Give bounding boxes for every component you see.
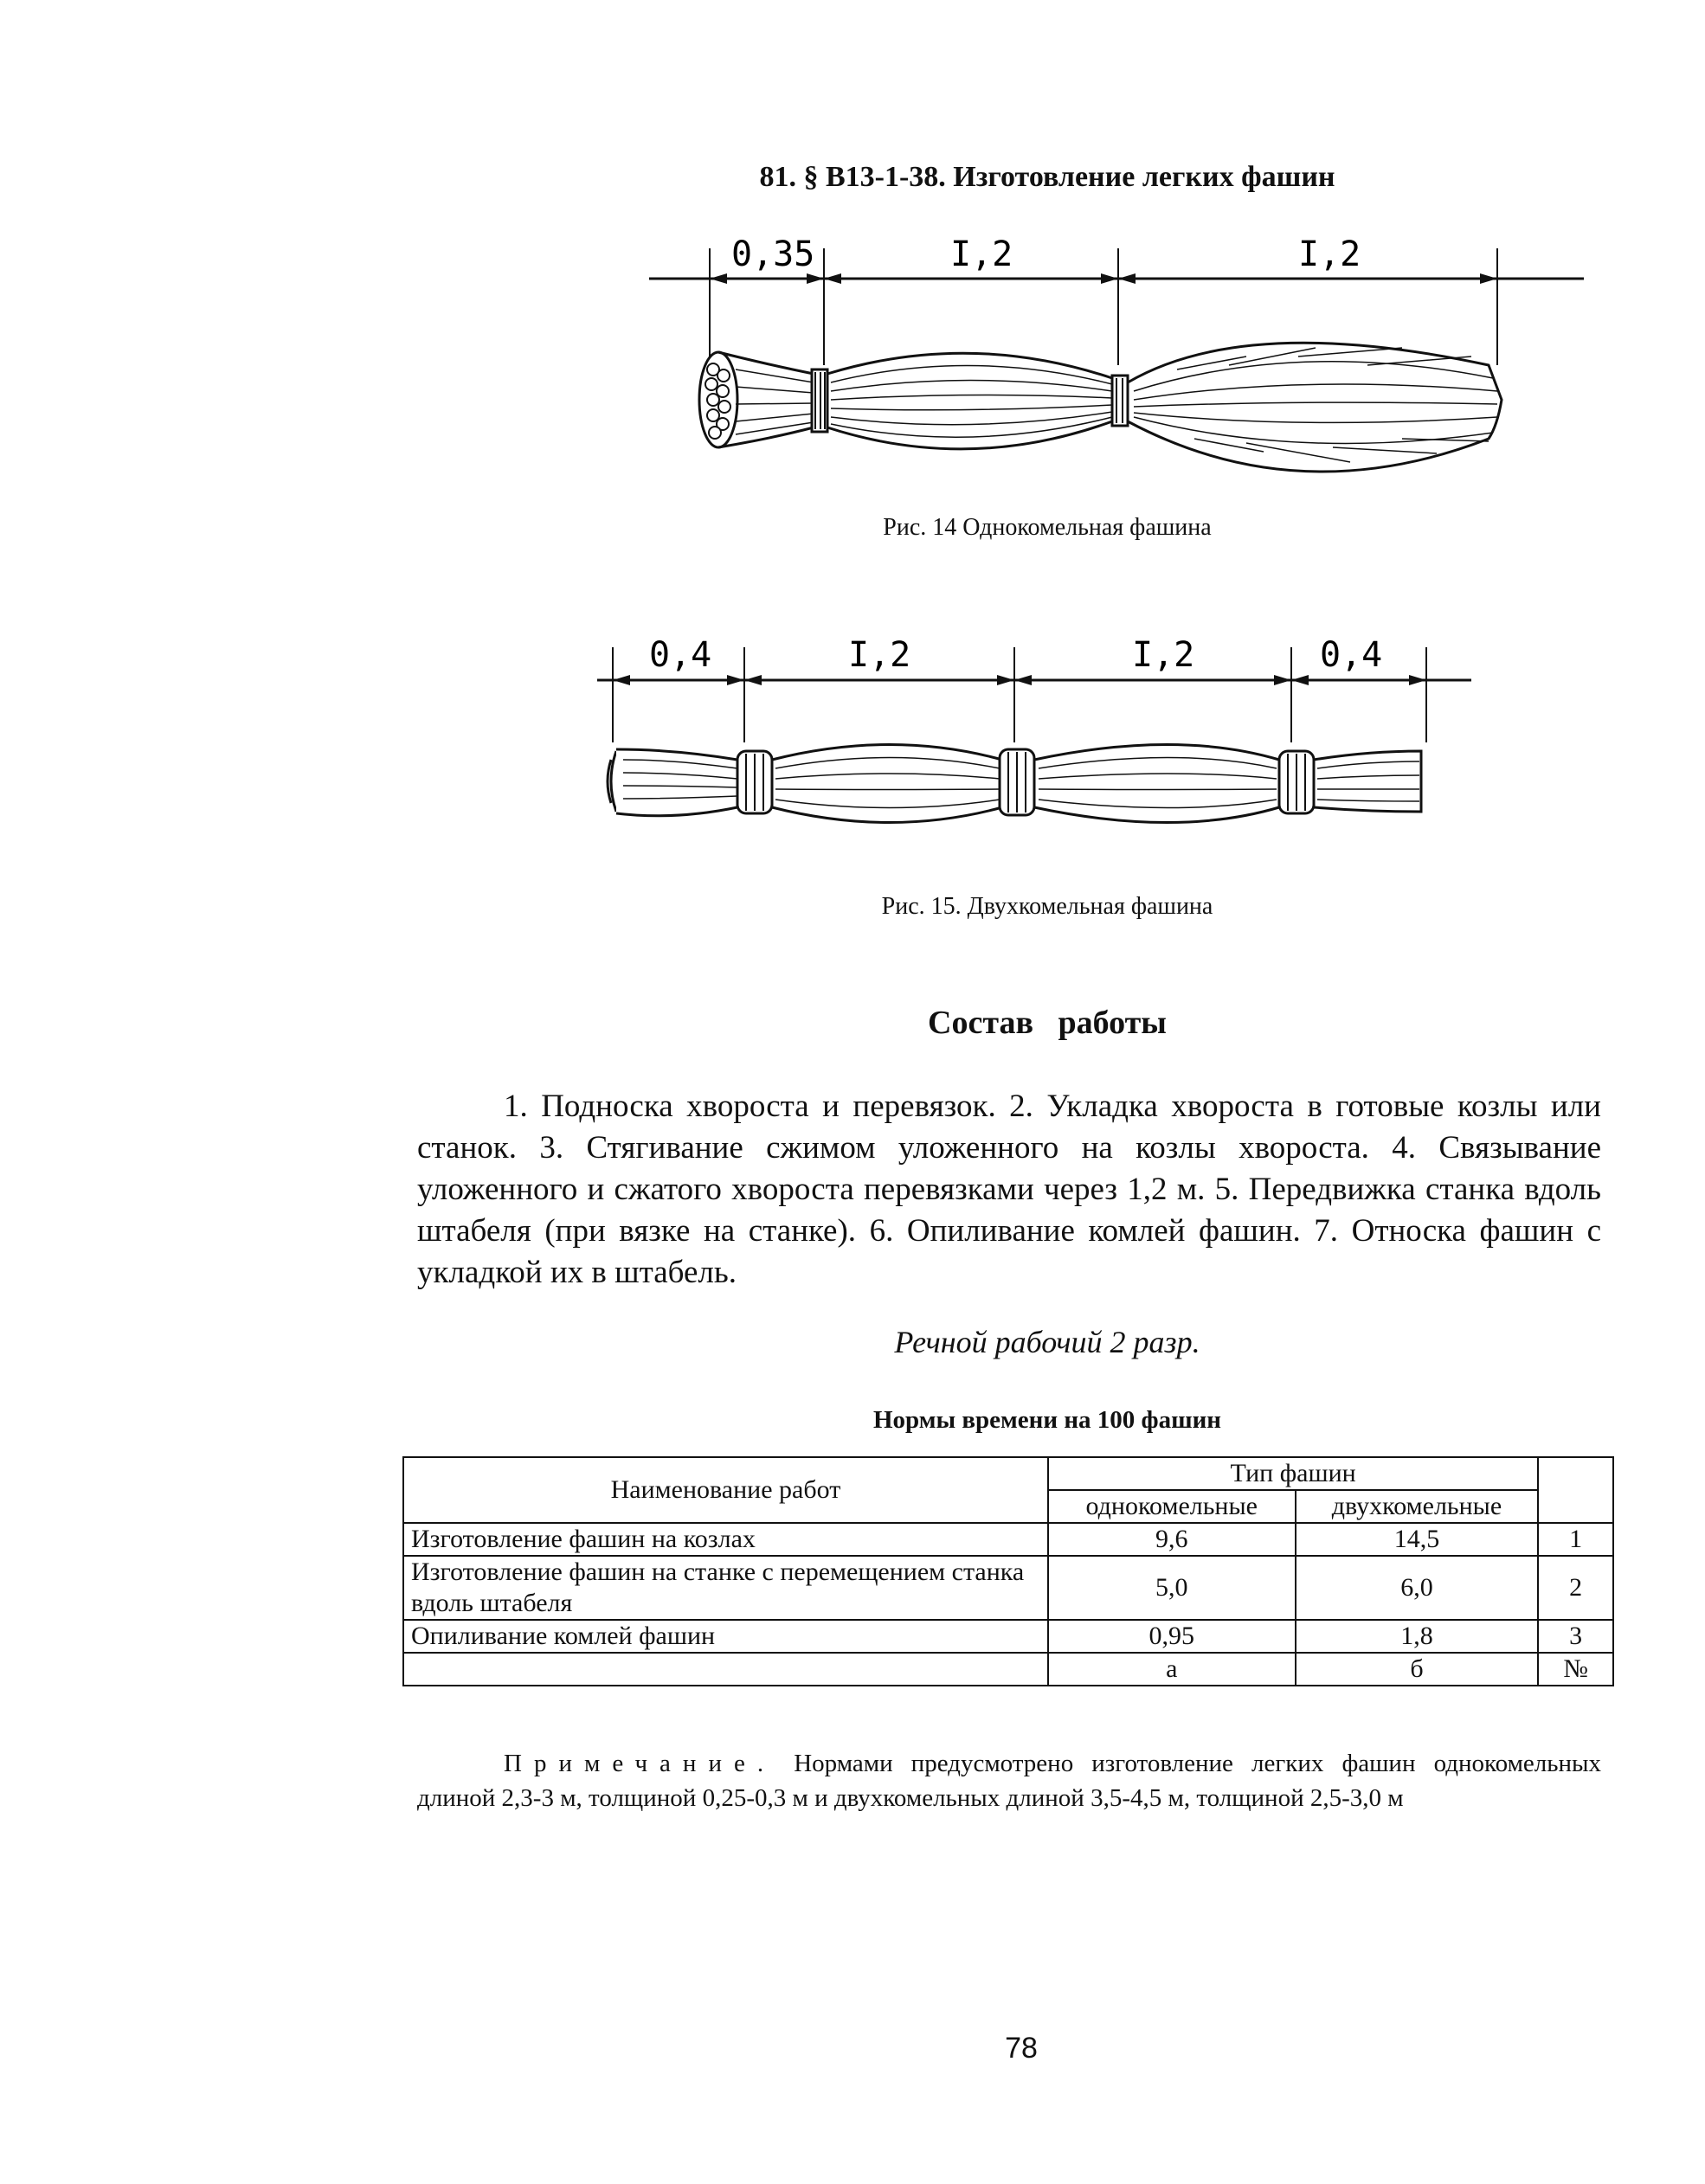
dim-label: I,2 xyxy=(848,635,911,675)
work-description-text: 1. Подноска хвороста и перевязок. 2. Укладка хвороста в готовые козлы или станок. 3. Стягивание сжимом уложенного на козлы хвороста. 4. Связывание уложенного и сжатого хвороста перевязками через 1,2 м. 5. Передвижка станка вдоль штабеля (при вязке на станке). 6. Опиливание комлей фашин. 7. Относка фашин с укладкой их в штабель. xyxy=(417,1089,1601,1290)
row-value-a: 0,95 xyxy=(1048,1620,1296,1653)
worker-grade: Речной рабочий 2 разр. xyxy=(894,1325,1200,1359)
section-title: 81. § В13-1-38. Изготовление легких фашин xyxy=(759,161,1335,193)
table-footer-row xyxy=(403,1653,1613,1686)
dim-label: 0,4 xyxy=(1320,635,1383,675)
footer-b: б xyxy=(1296,1653,1539,1686)
row-number: 2 xyxy=(1538,1556,1613,1620)
dim-label: 0,4 xyxy=(649,635,712,675)
section-heading: Состав работы xyxy=(928,1005,1167,1041)
norms-table xyxy=(402,1456,1614,1686)
dim-label: I,2 xyxy=(1132,635,1195,675)
col-header-group: Тип фашин xyxy=(1048,1457,1538,1490)
col-header-a: однокомельные xyxy=(1048,1490,1296,1523)
figure-double-butt-fascine xyxy=(589,630,1480,864)
figure-caption: Рис. 15. Двухкомельная фашина xyxy=(881,893,1213,920)
dim-label: I,2 xyxy=(950,234,1013,274)
row-value-a: 9,6 xyxy=(1048,1523,1296,1556)
table-row xyxy=(403,1620,1613,1653)
row-value-a: 5,0 xyxy=(1048,1556,1296,1620)
col-header-b: двухкомельные xyxy=(1296,1490,1539,1523)
row-number: 1 xyxy=(1538,1523,1613,1556)
note-label: Примечание. xyxy=(504,1750,776,1777)
footer-number: № xyxy=(1538,1653,1613,1686)
table-row xyxy=(403,1556,1613,1620)
figure-single-butt-fascine xyxy=(640,227,1592,486)
row-name: Опиливание комлей фашин xyxy=(403,1620,1048,1653)
dim-label: I,2 xyxy=(1298,234,1361,274)
row-name: Изготовление фашин на козлах xyxy=(403,1523,1048,1556)
col-header-name: Наименование работ xyxy=(403,1457,1048,1523)
table-header-row xyxy=(403,1457,1613,1490)
table-title: Нормы времени на 100 фашин xyxy=(872,1406,1222,1434)
footer-name xyxy=(403,1653,1048,1686)
note xyxy=(417,1746,1601,1815)
work-description xyxy=(417,1086,1601,1294)
dim-label: 0,35 xyxy=(731,234,815,274)
footer-a: а xyxy=(1048,1653,1296,1686)
row-value-b: 1,8 xyxy=(1296,1620,1539,1653)
row-name: Изготовление фашин на станке с перемещением станка вдоль штабеля xyxy=(403,1556,1048,1620)
note-text: Нормами предусмотрено изготовление легких фашин однокомельных длиной 2,3-3 м, толщиной 0,25-0,3 м и двухкомельных длиной 3,5-4,5 м, толщиной 2,5-3,0 м xyxy=(417,1750,1601,1812)
col-header-number xyxy=(1538,1457,1613,1523)
figure-caption: Рис. 14 Однокомельная фашина xyxy=(883,514,1212,541)
row-value-b: 14,5 xyxy=(1296,1523,1539,1556)
row-number: 3 xyxy=(1538,1620,1613,1653)
row-value-b: 6,0 xyxy=(1296,1556,1539,1620)
table-row xyxy=(403,1523,1613,1556)
page-number: 78 xyxy=(1005,2032,1038,2065)
